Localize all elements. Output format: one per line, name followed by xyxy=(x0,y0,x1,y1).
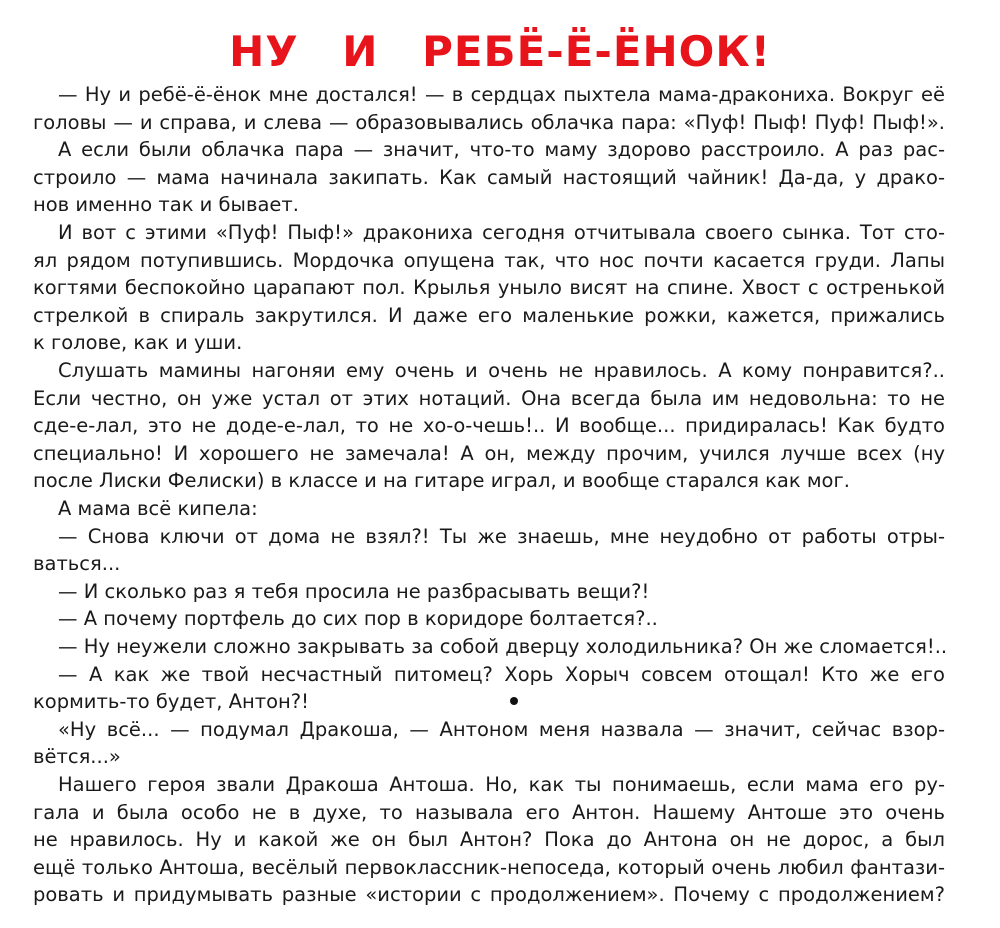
text-line: А если были облачка пара — значит, что-то маму здорово расстроило. А раз рас- xyxy=(58,138,945,162)
text-line: И вот с этими «Пуф! Пыф!» дракониха сегодня отчитывала своего сынка. Тот сто- xyxy=(58,221,945,244)
text-line: ял рядом потупившись. Мордочка опущена так, что нос почти касается груди. Лапы xyxy=(33,248,945,272)
text-line: стрелкой в спираль закрутился. И даже его маленькие рожки, кажется, прижались xyxy=(33,303,945,327)
text-line: вётся...» xyxy=(33,745,121,769)
page-title: НУ И РЕБЁ-Ё-ЁНОК! xyxy=(229,27,771,76)
text-line: — И сколько раз я тебя просила не разбрасывать вещи?! xyxy=(58,579,650,603)
text-line: — А почему портфель до сих пор в коридоре болтается?.. xyxy=(58,607,658,631)
text-line: Если честно, он уже устал от этих нотаций. Она всегда была им недовольна: то не xyxy=(33,386,945,410)
text-line: — Ну и ребё-ё-ёнок мне достался! — в сердцах пыхтела мама-дракониха. Вокруг её xyxy=(58,83,945,106)
text-line: головы — и справа, и слева — образовывались облачка пара: «Пуф! Пыф! Пуф! Пыф!». xyxy=(33,110,945,134)
text-line: Слушать мамины нагоняи ему очень и очень не нравилось. А кому понравится?.. xyxy=(58,359,945,382)
text-line: А мама всё кипела: xyxy=(58,497,258,520)
text-line: — А как же твой несчастный питомец? Хорь Хорыч совсем отощал! Кто же его xyxy=(58,662,945,686)
text-line: специально! И хорошего не замечала! А он, между прочим, учился лучше всех (ну xyxy=(33,441,945,465)
text-line: гала и была особо не в духе, то называла его Антон. Нашему Антоше это очень xyxy=(33,800,945,824)
text-line: после Лиски Фелиски) в классе и на гитаре играл, и вообще старался как мог. xyxy=(33,469,850,493)
text-line: не нравилось. Ну и какой же он был Антон? Пока до Антона он не дорос, а был xyxy=(33,828,945,852)
text-line: «Ну всё... — подумал Дракоша, — Антоном меня назвала — значит, сейчас взор- xyxy=(58,717,945,741)
text-line: сде-е-лал, это не доде-е-лал, то не хо-о-чешь!.. И вообще... придиралась! Как будто xyxy=(33,414,945,438)
text-line: ровать и придумывать разные «истории с продолжением». Почему с продолжением? xyxy=(33,883,945,907)
text-line: — Ну неужели сложно закрывать за собой дверцу холодильника? Он же сломается!.. xyxy=(58,635,948,658)
text-line: кормить-то будет, Антон?! xyxy=(33,690,309,714)
text-line: строило — мама начинала закипать. Как самый настоящий чайник! Да-да, у драко- xyxy=(33,165,945,189)
text-line: ваться... xyxy=(33,552,121,576)
text-line: ещё только Антоша, весёлый первоклассник-непоседа, который очень любил фантази- xyxy=(33,855,945,879)
text-line: — Снова ключи от дома не взял?! Ты же знаешь, мне неудобно от работы отры- xyxy=(58,524,945,548)
ink-dot xyxy=(510,697,518,705)
text-line: Нашего героя звали Дракоша Антоша. Но, как ты понимаешь, если мама его ру- xyxy=(58,773,945,796)
text-line: когтями беспокойно царапают пол. Крылья уныло висят на спине. Хвост с остренькой xyxy=(33,276,945,300)
text-line: нов именно так и бывает. xyxy=(33,193,299,217)
text-line: к голове, как и уши. xyxy=(33,331,243,355)
